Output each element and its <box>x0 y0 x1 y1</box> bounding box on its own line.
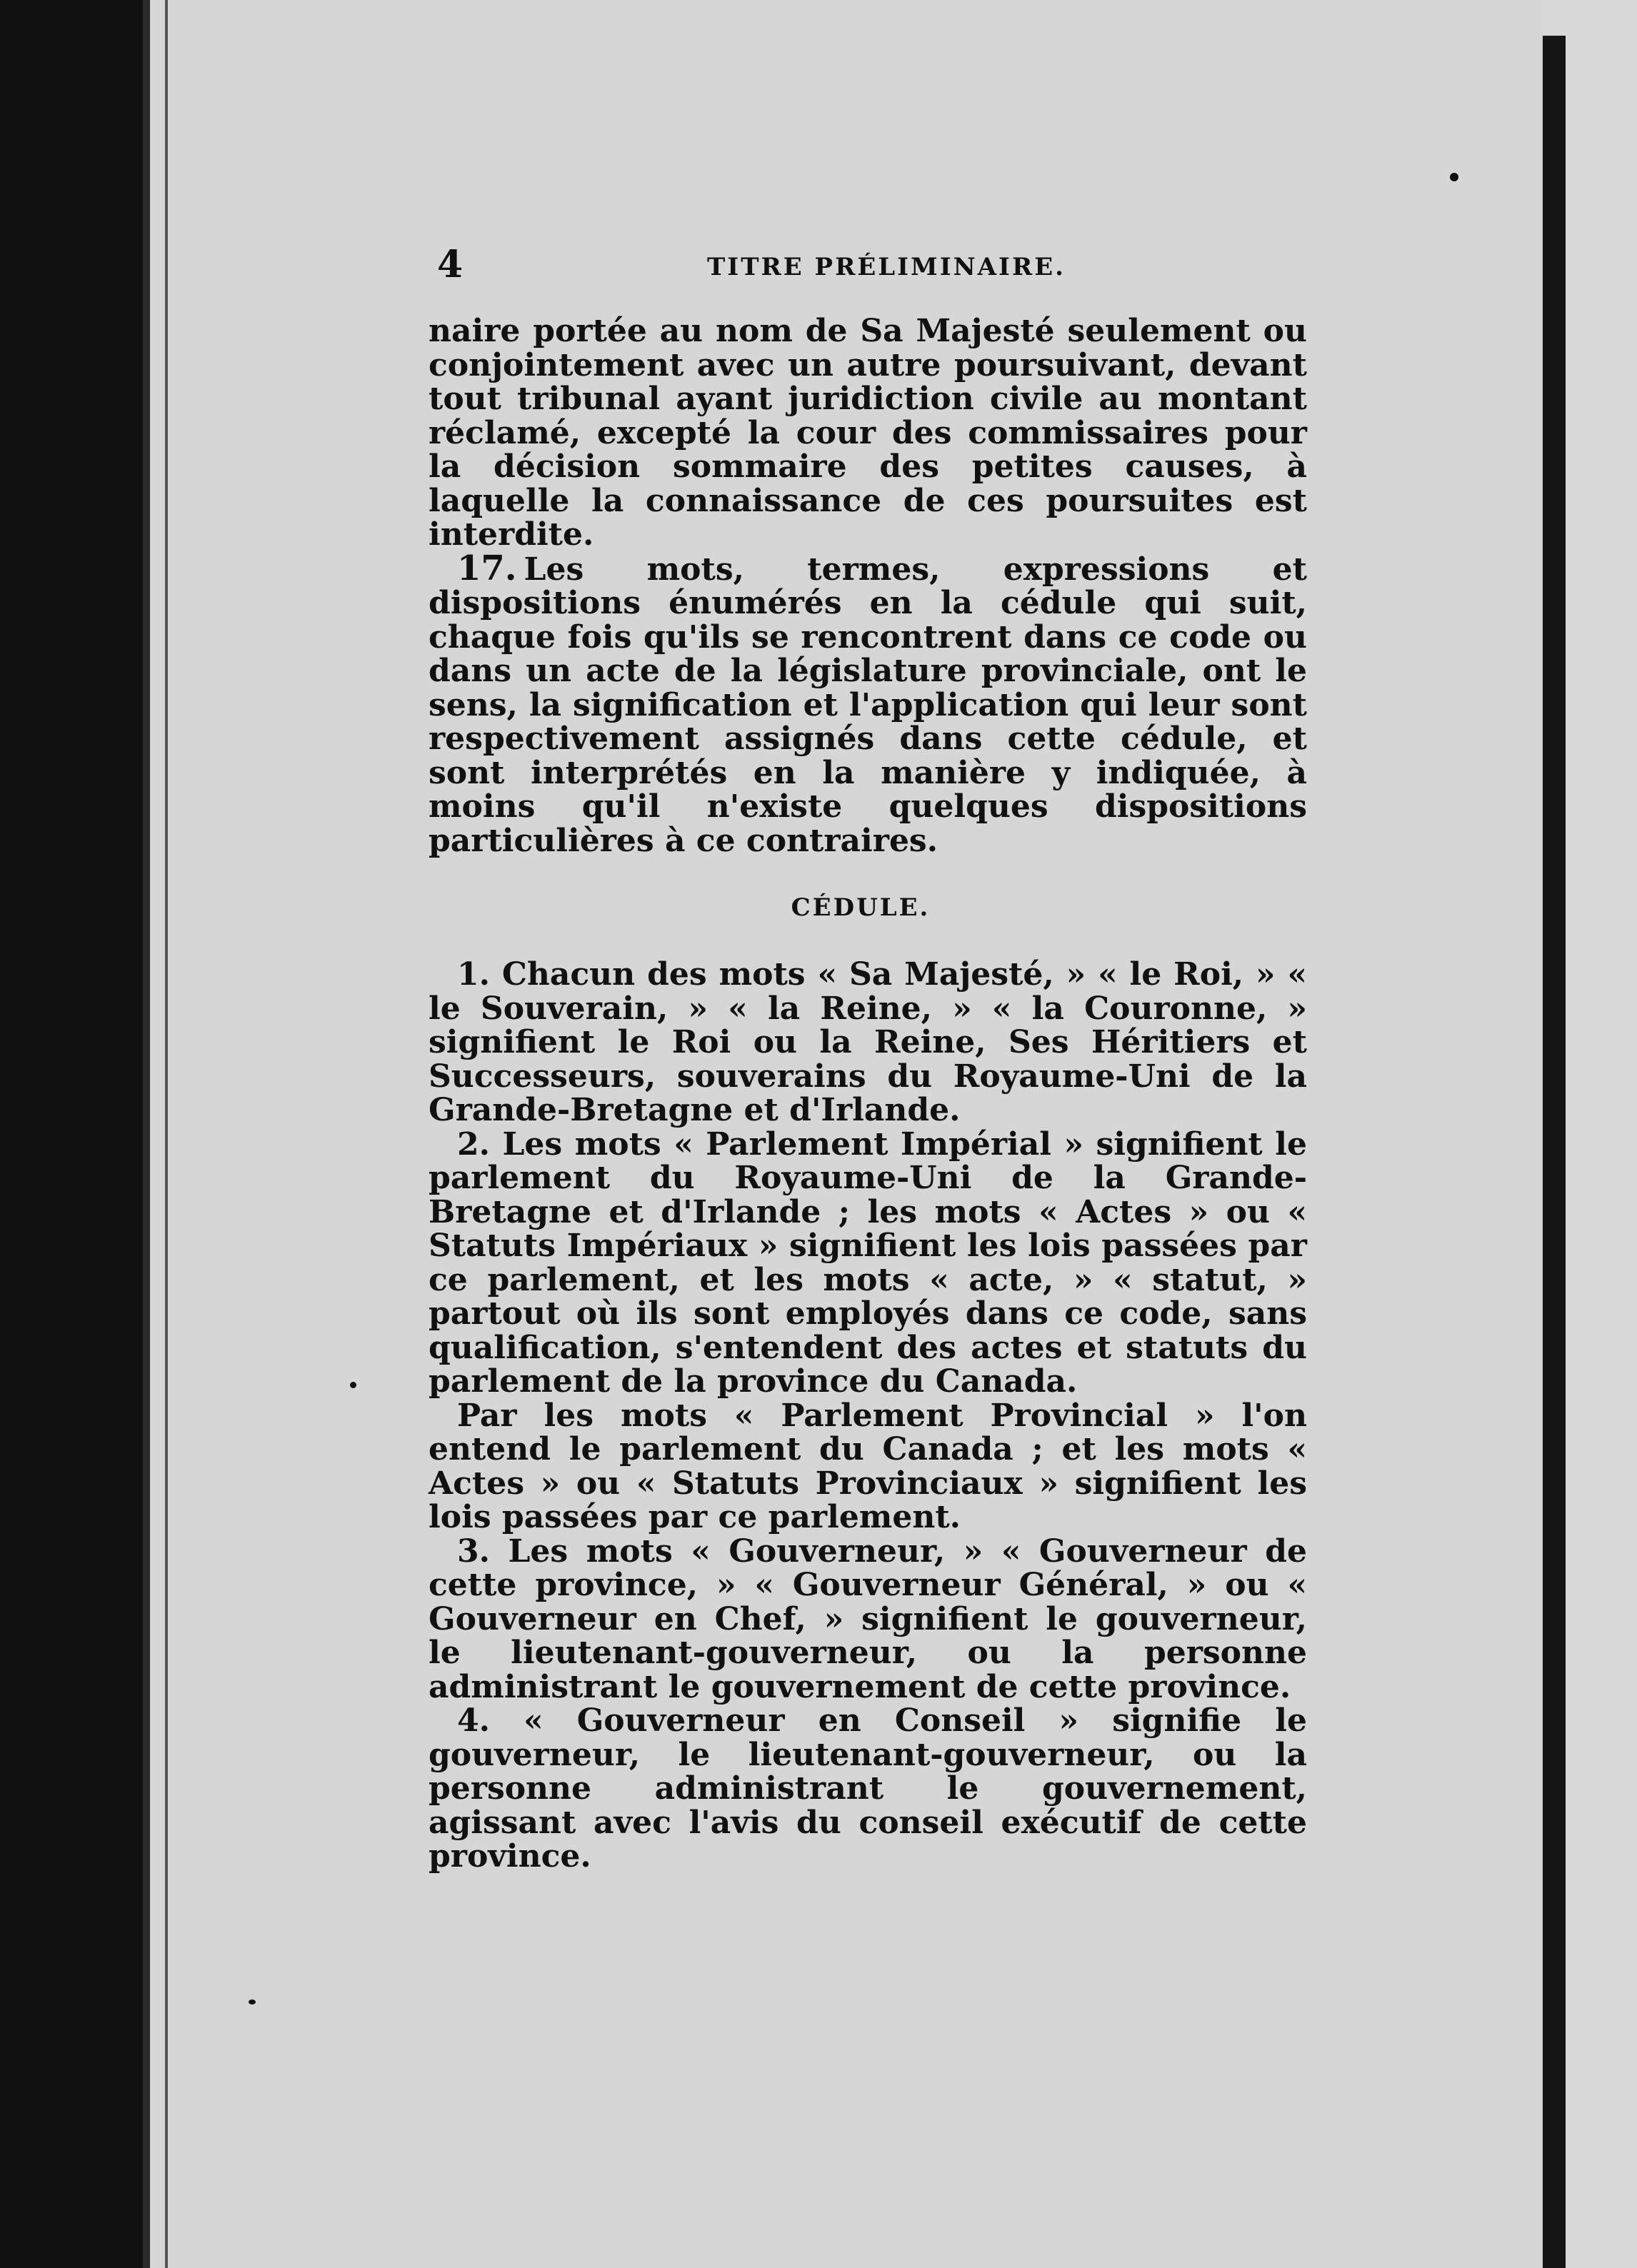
schedule-item: 1. Chacun des mots « Sa Majesté, » « le Roi, » « le Souverain, » « la Reine, » « la Couronne, » signifient le Roi ou la Reine, Ses Héritiers et Successeurs, souverains du Royaume-Uni de la Grande-Bretagne et d'Irlande. <box>429 956 1307 1128</box>
schedule-item: 4. « Gouverneur en Conseil » signifie le gouverneur, le lieutenant-gouverneur, ou la personne administrant le gouvernement, agissant avec l'avis du conseil exécutif de cette province. <box>429 1702 1307 1875</box>
article-number: 17. <box>457 548 517 588</box>
continuation-paragraph: naire portée au nom de Sa Majesté seulement ou conjointement avec un autre poursuivant, devant tout tribunal ayant juridiction civile au montant réclamé, excepté la cour des commissaires pour la décision sommaire des petites causes, à laquelle la connaissance de ces poursuites est interdite. <box>429 313 1307 553</box>
article-17 <box>429 548 1307 859</box>
gutter-shadow <box>1543 36 1566 2268</box>
schedule-item: 2. Les mots « Parlement Impérial » signifient le parlement du Royaume-Uni de la Grande-Bretagne et d'Irlande ; les mots « Actes » ou « Statuts Impériaux » signifient les lois passées par ce parlement, et les mots « acte, » « statut, » partout où ils sont employés dans ce code, sans qualification, s'entendent des actes et statuts du parlement de la province du Canada. <box>429 1125 1307 1400</box>
facing-page-edge <box>1543 0 1637 2268</box>
article-text: Les mots, termes, expressions et dispositions énumérés en la cédule qui suit, chaque fois qu'ils se rencontrent dans ce code ou dans un acte de la législature provinciale, ont le sens, la signification et l'application qui leur sont respectivement assignés dans cette cédule, et sont interprétés en la manière y indiquée, à moins qu'il n'existe quelques dispositions particulières à ce contraires. <box>429 551 1307 859</box>
binding-edge <box>146 0 168 2268</box>
speck <box>1450 173 1458 181</box>
running-head <box>429 243 1307 286</box>
page-number: 4 <box>437 243 464 286</box>
schedule-item: Par les mots « Parlement Provincial » l'on entend le parlement du Canada ; et les mots « Actes » ou « Statuts Provinciaux » signifient les lois passées par ce parlement. <box>429 1397 1307 1535</box>
speck <box>249 1999 256 2004</box>
schedule-heading: CÉDULE. <box>791 893 931 922</box>
speck <box>350 1382 356 1388</box>
schedule-item: 3. Les mots « Gouverneur, » « Gouverneur de cette province, » « Gouverneur Général, » ou « Gouverneur en Chef, » signifient le gouverneur, le lieutenant-gouverneur, ou la personne administrant le gouvernement de cette province. <box>429 1532 1307 1705</box>
page-text <box>429 243 1307 1874</box>
running-title: TITRE PRÉLIMINAIRE. <box>707 253 1066 281</box>
